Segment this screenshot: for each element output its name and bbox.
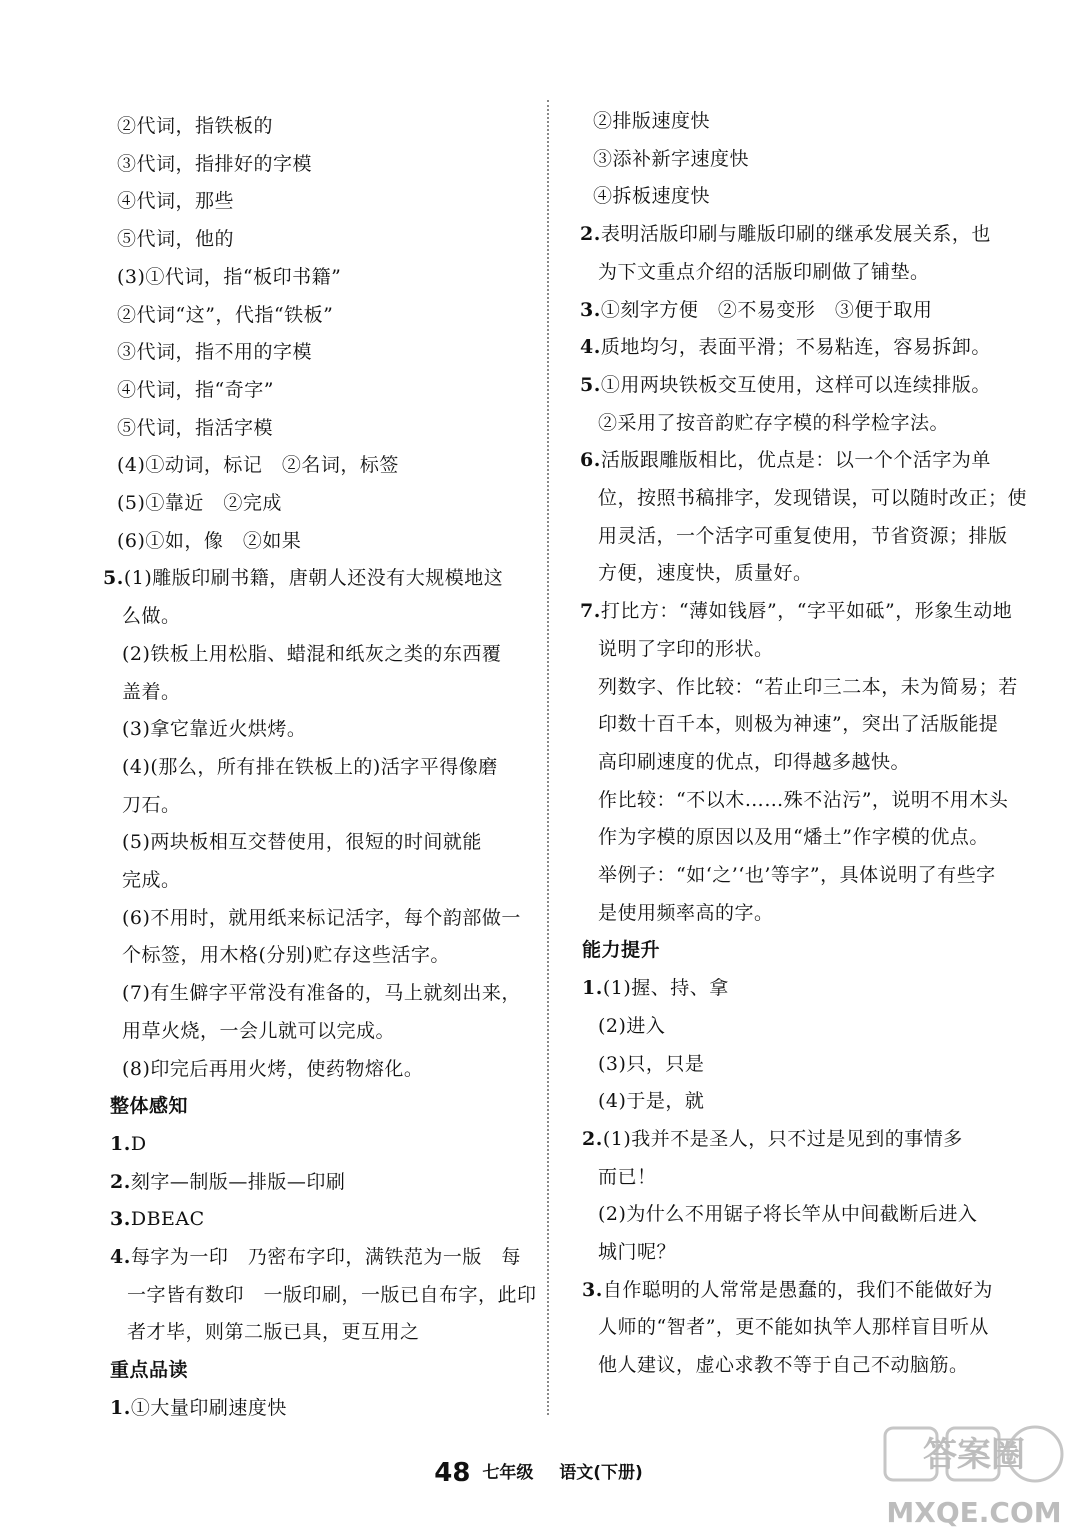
answer-line: [122, 791, 181, 819]
answer-text: ⑤代词，指活字模: [117, 416, 274, 439]
answer-text: (2)为什么不用锯子将长竿从中间截断后进入: [598, 1203, 978, 1226]
answer-text: 表明活版印刷与雕版印刷的继承发展关系，也: [600, 223, 991, 246]
answer-text: 人师的“智者”，更不能如执竿人那样盲目听从: [598, 1316, 989, 1339]
page-number: 48: [434, 1458, 471, 1488]
item-number: 1.: [110, 1396, 131, 1419]
answer-line: [598, 559, 813, 587]
answer-text: ③添补新字速度快: [593, 147, 750, 170]
answer-text: ②采用了按音韵贮存字模的科学检字法。: [598, 411, 950, 434]
answer-line: [598, 710, 998, 738]
grade-label: 七年级: [482, 1463, 534, 1483]
answer-line: [582, 974, 729, 1002]
item-number: 5.: [580, 373, 601, 396]
answer-line: [117, 263, 341, 291]
answer-text: 位，按照书稿排字，发现错误，可以随时改正；使: [598, 487, 1028, 509]
answer-text: (6)不用时，就用纸来标记活字，每个韵部做一: [122, 906, 521, 929]
answer-line: [598, 409, 949, 437]
answer-text: 印数十百千本，则极为神速”，突出了活版能提: [598, 713, 999, 736]
item-number: 1.: [110, 1132, 131, 1155]
answer-line: [110, 1168, 345, 1196]
answer-line: [117, 451, 399, 479]
answer-text: ④拆板速度快: [593, 185, 711, 208]
answer-line: [110, 1130, 147, 1158]
answer-text: 举例子：“如‘之’‘也’等字”，具体说明了有些字: [598, 864, 996, 886]
section-heading: [110, 1356, 188, 1384]
answer-line: [598, 823, 989, 851]
answer-text: (7)有生僻字平常没有准备的，马上就刻出来，: [122, 982, 521, 1005]
answer-line: [580, 220, 991, 248]
answer-text: (5)两块板相互交替使用，很短的时间就能: [122, 831, 482, 854]
answer-line: [598, 1050, 704, 1078]
answer-line: [103, 564, 503, 592]
answer-text: 用灵活，一个活字可重复使用，节省资源；排版: [598, 524, 1008, 547]
answer-line: [598, 1313, 989, 1341]
answer-line: [582, 1276, 993, 1304]
answer-text: 作比较：“不以木……殊不沾污”，说明不用木头: [598, 788, 1009, 811]
answer-line: [110, 1205, 205, 1233]
answer-text: 是使用频率高的字。: [598, 901, 774, 924]
item-number: 1.: [582, 977, 603, 1000]
answer-text: 列数字、作比较：“若止印三二本，未为简易；若: [598, 675, 1018, 698]
answer-line: [598, 861, 996, 889]
answer-line: [117, 414, 273, 442]
answer-line: [117, 338, 312, 366]
answer-line: [122, 1017, 395, 1045]
answer-text: 为下文重点介绍的活版印刷做了铺垫。: [598, 260, 930, 283]
answer-line: [598, 1163, 657, 1191]
answer-line: [122, 678, 181, 706]
answer-line: [110, 1394, 287, 1422]
answer-text: 能力提升: [582, 939, 661, 962]
item-number: 4.: [110, 1246, 131, 1268]
answer-text: (3)①代词，指“板印书籍”: [117, 265, 342, 288]
answer-line: [117, 527, 301, 555]
answer-text: 他人建议，虚心求教不等于自己不动脑筋。: [598, 1354, 969, 1377]
answer-text: 完成。: [122, 869, 181, 891]
answer-line: [593, 145, 749, 173]
answer-text: (2)进入: [598, 1014, 666, 1037]
answer-text: 一字皆有数印 一版印刷，一版已自布字，此印: [127, 1283, 537, 1306]
answer-line: [127, 1318, 420, 1346]
answer-text: 每字为一印 乃密布字印，满铁范为一版 每: [130, 1246, 521, 1268]
answer-text: DBEAC: [130, 1208, 205, 1231]
answer-line: [598, 1087, 704, 1115]
answer-text: 高印刷速度的优点，印得越多越快。: [598, 750, 911, 773]
answer-line: [580, 371, 991, 399]
watermark-text: 答案圈: [923, 1435, 1025, 1475]
watermark-url: MXQE.COM: [886, 1496, 1062, 1529]
answer-text: 刀石。: [122, 793, 181, 816]
answer-line: [122, 1055, 423, 1083]
answer-text: (1)握、持、拿: [602, 977, 729, 1000]
subject-label: 语文(下册): [559, 1463, 643, 1483]
answer-text: 用草火烧，一会儿就可以完成。: [122, 1019, 396, 1042]
answer-line: [598, 748, 910, 776]
item-number: 6.: [580, 449, 601, 472]
answer-line: [122, 715, 306, 743]
answer-line: [122, 904, 521, 932]
answer-text: 重点品读: [110, 1359, 189, 1382]
answer-line: [117, 225, 234, 253]
answer-text: (4)于是，就: [598, 1090, 705, 1113]
answer-line: [598, 522, 1008, 550]
item-number: 2.: [580, 223, 601, 246]
answer-text: ④代词，指“奇字”: [117, 378, 274, 401]
answer-text: ③代词，指不用的字模: [117, 341, 313, 364]
item-number: 7.: [580, 600, 601, 623]
column-divider: [547, 100, 549, 1415]
answer-text: (3)只，只是: [598, 1052, 705, 1075]
section-heading: [582, 936, 660, 964]
answer-line: [598, 1012, 665, 1040]
answer-line: [122, 602, 181, 630]
answer-text: 么做。: [122, 605, 181, 628]
answer-line: [598, 673, 1018, 701]
answer-line: [598, 635, 774, 663]
answer-line: [598, 786, 1008, 814]
answer-line: [598, 258, 930, 286]
answer-text: ①大量印刷速度快: [130, 1396, 287, 1419]
answer-text: 质地均匀，表面平滑；不易粘连，容易拆卸。: [600, 336, 991, 359]
watermark-logo: [879, 1422, 1069, 1532]
answer-text: 刻字—制版—排版—印刷: [130, 1170, 346, 1193]
answer-text: 作为字模的原因以及用“燔土”作字模的优点。: [598, 826, 989, 849]
item-number: 3.: [110, 1208, 131, 1231]
answer-text: 者才毕，则第二版已具，更互用之: [127, 1321, 420, 1344]
answer-text: 说明了字印的形状。: [598, 637, 774, 660]
item-number: 5.: [103, 567, 124, 590]
answer-line: [117, 301, 333, 329]
answer-text: ②代词，指铁板的: [117, 115, 274, 137]
answer-text: ①刻字方便 ②不易变形 ③便于取用: [600, 298, 933, 321]
answer-text: 打比方：“薄如钱唇”，“字平如砥”，形象生动地: [600, 600, 1013, 623]
answer-text: (8)印完后再用火烤，使药物熔化。: [122, 1057, 424, 1080]
answer-text: ②代词“这”，代指“铁板”: [117, 303, 334, 326]
answer-line: [598, 484, 1027, 512]
item-number: 4.: [580, 336, 601, 359]
answer-text: (5)①靠近 ②完成: [117, 492, 282, 514]
answer-text: (6)①如，像 ②如果: [117, 529, 302, 552]
answer-text: ③代词，指排好的字模: [117, 152, 313, 175]
answer-line: [122, 979, 521, 1007]
answer-line: [593, 107, 710, 135]
answer-text: (3)拿它靠近火烘烤。: [122, 718, 307, 741]
answer-text: 方便，速度快，质量好。: [598, 562, 813, 585]
answer-text: (4)①动词，标记 ②名词，标签: [117, 454, 399, 477]
answer-text: (2)铁板上用松脂、蜡混和纸灰之类的东西覆: [122, 642, 502, 665]
answer-line: [122, 941, 450, 969]
answer-line: [110, 1243, 521, 1271]
answer-line: [122, 828, 482, 856]
answer-line: [117, 150, 312, 178]
answer-line: [580, 446, 991, 474]
answer-text: 个标签，用木格(分别)贮存这些活字。: [122, 944, 450, 967]
answer-text: ④代词，那些: [117, 190, 235, 213]
answer-text: ②排版速度快: [593, 110, 711, 132]
section-heading: [110, 1092, 188, 1120]
answer-text: 整体感知: [110, 1095, 189, 1118]
answer-line: [580, 296, 932, 324]
answer-line: [122, 640, 501, 668]
answer-line: [122, 866, 181, 894]
answer-line: [127, 1281, 537, 1309]
answer-text: 城门呢？: [598, 1241, 677, 1263]
item-number: 2.: [582, 1127, 603, 1150]
answer-text: 盖着。: [122, 680, 181, 703]
answer-line: [117, 376, 274, 404]
answer-line: [117, 187, 234, 215]
answer-line: [598, 1351, 969, 1379]
answer-line: [117, 489, 282, 517]
answer-line: [598, 1238, 676, 1266]
answer-line: [598, 899, 774, 927]
answer-text: (4)(那么，所有排在铁板上的)活字平得像磨: [122, 755, 498, 778]
item-number: 3.: [580, 298, 601, 321]
answer-line: [582, 1125, 963, 1153]
answer-text: ⑤代词，他的: [117, 228, 235, 251]
answer-line: [117, 112, 273, 140]
answer-text: (1)雕版印刷书籍，唐朝人还没有大规模地这: [123, 567, 504, 590]
item-number: 2.: [110, 1170, 131, 1193]
answer-text: D: [130, 1132, 147, 1155]
answer-text: 活版跟雕版相比，优点是：以一个个活字为单: [600, 449, 991, 472]
answer-text: (1)我并不是圣人，只不过是见到的事情多: [602, 1127, 963, 1150]
answer-text: ①用两块铁板交互使用，这样可以连续排版。: [600, 373, 991, 396]
item-number: 3.: [582, 1278, 603, 1301]
answer-line: [580, 333, 991, 361]
answer-text: 自作聪明的人常常是愚蠢的，我们不能做好为: [602, 1278, 993, 1301]
answer-text: 而已！: [598, 1165, 657, 1188]
answer-line: [580, 597, 1012, 625]
answer-line: [598, 1200, 977, 1228]
answer-line: [122, 753, 498, 781]
answer-line: [593, 182, 710, 210]
